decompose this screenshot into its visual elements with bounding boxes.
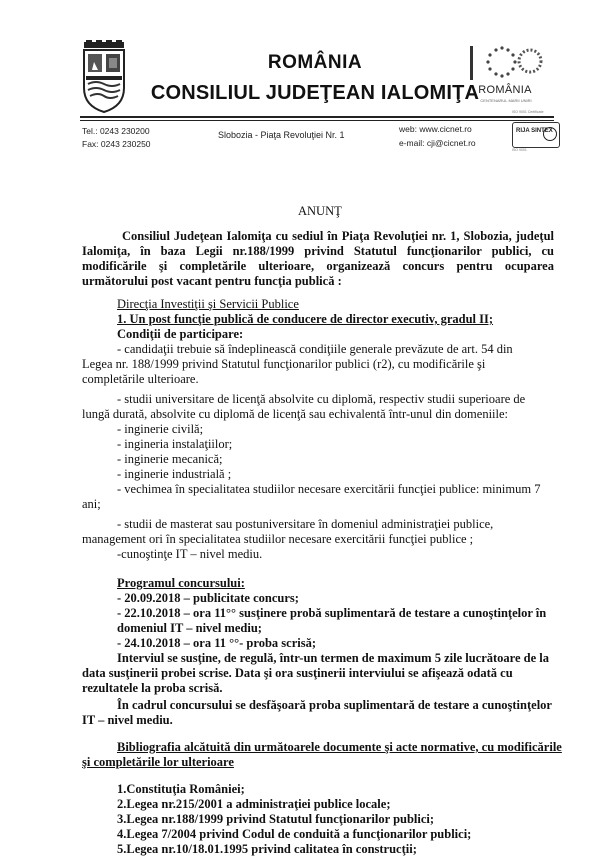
email-link[interactable]: e-mail: cji@cicnet.ro: [399, 138, 476, 148]
program-line: domeniul IT – nivel mediu;: [117, 621, 262, 635]
bibliography-title-cont: şi completările lor ulterioare: [82, 755, 234, 769]
centenary-logo-sublabel: CENTENARUL MARII UNIRI: [480, 98, 532, 103]
bibliography-item: 3.Legea nr.188/1999 privind Statutul funcţionarilor publici;: [117, 812, 435, 826]
condition-line: Legea nr. 188/1999 privind Statutul funcţionarilor publici (r2), cu modificările şi: [82, 357, 486, 371]
condition-line: -cunoştinţe IT – nivel mediu.: [117, 547, 263, 561]
bibliography-title: Bibliografia alcătuită din următoarele documente şi acte normative, cu modificările: [117, 740, 562, 754]
condition-line: - ingineria instalaţiilor;: [117, 437, 233, 451]
condition-line: - studii universitare de licenţă absolvite cu diplomă, respectiv studii superioare de: [117, 392, 526, 406]
condition-line: - studii de masterat sau postuniversitare în domeniul administraţiei publice,: [117, 517, 494, 531]
program-line: - 20.09.2018 – publicitate concurs;: [117, 591, 299, 605]
program-line: - 24.10.2018 – ora 11 °°- proba scrisă;: [117, 636, 316, 650]
header-title-council: CONSILIUL JUDEŢEAN IALOMIŢA: [150, 82, 480, 104]
intro-text: Consiliul Judeţean Ialomiţa cu sediul în Piaţa Revoluţiei nr. 1, Slobozia, judeţul Ialomiţa, în baza Legii nr.188/1999 privind Statutul funcţionarilor publici, cu modificările şi completările ulterioare, organizează concurs pentru ocuparea următorului post vacant pentru funcţia publică :: [82, 229, 554, 288]
certification-seal-icon: [543, 127, 557, 141]
certification-logo-label: RIJA SINTEX: [516, 128, 553, 134]
interview-line: Interviul se susţine, de regulă, într-un termen de maximum 5 zile lucrătoare de la: [117, 651, 550, 665]
directorate-heading: Direcţia Investiţii şi Servicii Publice: [117, 297, 299, 311]
condition-line: - candidaţii trebuie să îndeplinească condiţiile generale prevăzute de art. 54 din: [117, 342, 513, 356]
website-link[interactable]: web: www.cicnet.ro: [399, 124, 472, 134]
condition-line: - inginerie mecanică;: [117, 452, 223, 466]
ialomita-coat-of-arms-icon: [82, 40, 126, 114]
header-title-country: ROMÂNIA: [267, 52, 363, 73]
header-divider-thin: [80, 120, 554, 121]
bibliography-item: 5.Legea nr.10/18.01.1995 privind calitatea în construcţii;: [117, 842, 417, 856]
post-description: 1. Un post funcţie publică de conducere de director executiv, gradul II;: [117, 312, 494, 326]
phone-number: Tel.: 0243 230200: [82, 126, 150, 136]
program-line: - 22.10.2018 – ora 11°° susţinere probă suplimentară de testare a cunoştinţelor în: [117, 606, 547, 620]
certification-logo: [512, 122, 560, 148]
condition-line: completările ulterioare.: [82, 372, 199, 386]
intro-paragraph: [82, 229, 554, 289]
conditions-title: Condiţii de participare:: [117, 327, 244, 341]
condition-line: - inginerie civilă;: [117, 422, 204, 436]
it-test-line: IT – nivel mediu.: [82, 713, 173, 727]
condition-line: management ori în specialitatea studiilor necesare exercitării funcţiei publice ;: [82, 532, 474, 546]
bibliography-item: 4.Legea 7/2004 privind Codul de conduită a funcţionarilor publici;: [117, 827, 472, 841]
cert-note-top: ISO 9001 Certificate: [512, 110, 544, 114]
bibliography-item: 2.Legea nr.215/2001 a administraţiei publice locale;: [117, 797, 391, 811]
header-divider: [80, 116, 554, 118]
centenary-logo-label: ROMÂNIA: [478, 84, 532, 96]
it-test-line: În cadrul concursului se desfăşoară proba suplimentară de testare a cunoştinţelor: [117, 698, 552, 712]
condition-line: lungă durată, absolvite cu diplomă de licenţă sau echivalentă într-unul din domeniile:: [82, 407, 509, 421]
condition-line: - vechimea în specialitatea studiilor necesare exercitării funcţiei publice: minimum 7: [117, 482, 541, 496]
bibliography-item: 1.Constituţia României;: [117, 782, 245, 796]
cert-note-bottom: ISO 9001: [512, 148, 527, 152]
address: Slobozia - Piaţa Revoluţiei Nr. 1: [218, 130, 345, 140]
condition-line: ani;: [82, 497, 101, 511]
interview-line: rezultatele la proba scrisă.: [82, 681, 223, 695]
fax-number: Fax: 0243 230250: [82, 139, 151, 149]
condition-line: - inginerie industrială ;: [117, 467, 232, 481]
interview-line: data susţinerii probei scrise. Data şi ora susţinerii interviului se afişează odată cu: [82, 666, 513, 680]
document-title: ANUNŢ: [298, 204, 342, 218]
program-title: Programul concursului:: [117, 576, 245, 590]
